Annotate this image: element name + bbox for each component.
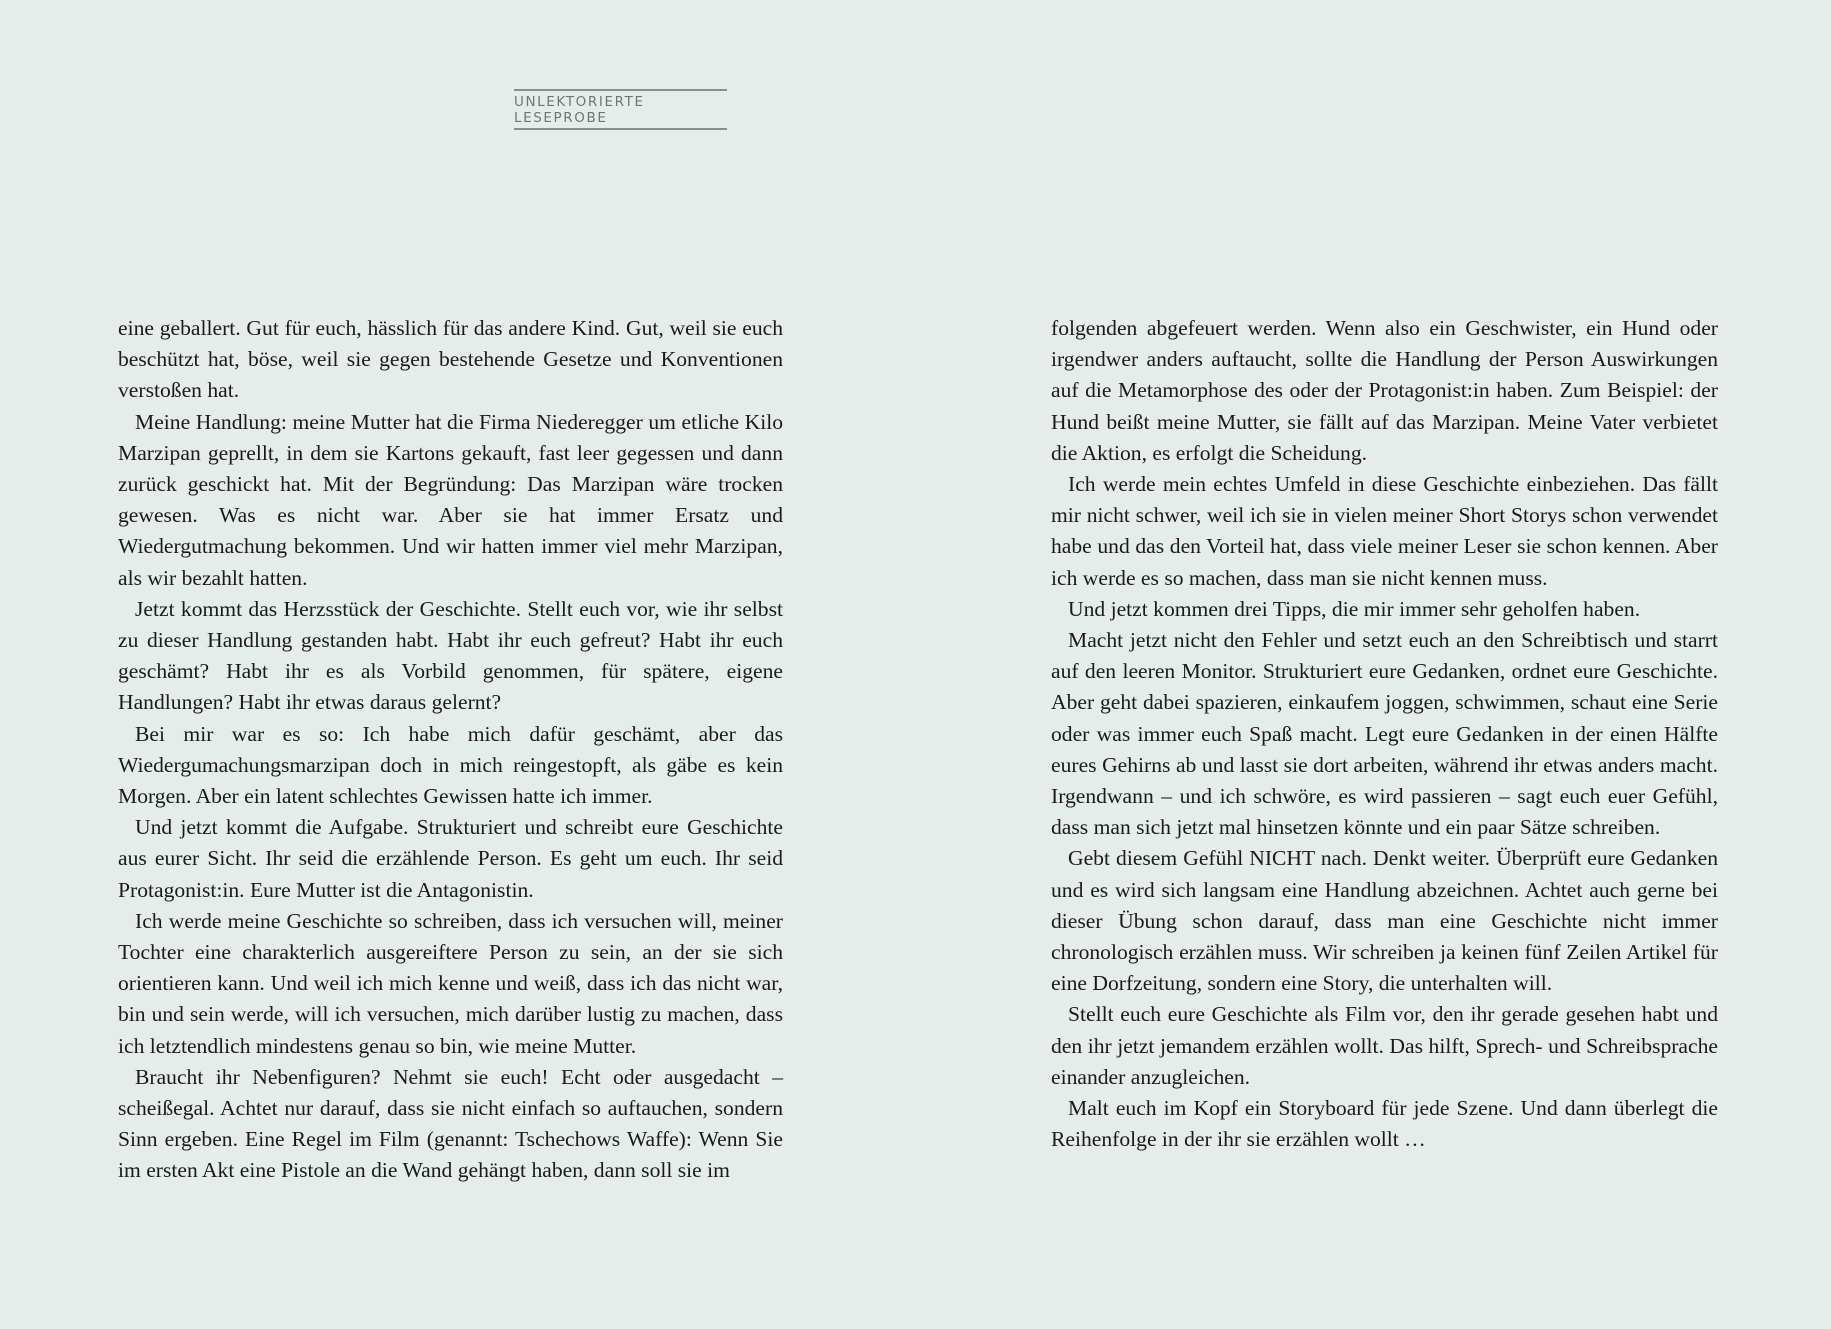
reading-sample-label xyxy=(514,89,727,130)
paragraph: Gebt diesem Gefühl NICHT nach. Denkt weiter. Überprüft eure Gedanken und es wird sich langsam eine Handlung abzeichnen. Achtet auch gerne bei dieser Übung schon darauf, dass man eine Geschichte nicht immer chronologisch erzählen muss. Wir schreiben ja keinen fünf Zeilen Artikel für eine Dorfzeitung, sondern eine Story, die unterhalten will. xyxy=(1051,846,1718,996)
paragraph: Bei mir war es so: Ich habe mich dafür geschämt, aber das Wiedergumachungsmarzipan doch in mich reingestopft, als gäbe es kein Morgen. Aber ein latent schlechtes Gewissen hatte ich immer. xyxy=(118,721,783,809)
paragraph: Braucht ihr Nebenfiguren? Nehmt sie euch! Echt oder ausgedacht – scheißegal. Achtet nur darauf, dass sie nicht einfach so auftauchen, sondern Sinn ergeben. Eine Regel im Film (genannt: Tschechows Waffe): Wenn Sie im ersten Akt eine Pistole an die Wand gehängt haben, dann soll sie im xyxy=(118,1064,783,1183)
paragraph: Stellt euch eure Geschichte als Film vor, den ihr gerade gesehen habt und den ihr jetzt jemandem erzählen wollt. Das hilft, Sprech- und Schreibsprache einander anzugleichen. xyxy=(1051,1002,1718,1089)
paragraph: folgenden abgefeuert werden. Wenn also ein Geschwister, ein Hund oder irgendwer anders auftaucht, sollte die Handlung der Person Auswirkungen auf die Metamorphose des oder der Protagonist:in haben. Zum Beispiel: der Hund beißt meine Mutter, sie fällt auf das Marzipan. Meine Vater verbietet die Aktion, es erfolgt die Scheidung. xyxy=(1051,316,1718,465)
paragraph: Ich werde mein echtes Umfeld in diese Geschichte einbeziehen. Das fällt mir nicht schwer, weil ich sie in vielen meiner Short Storys schon verwendet habe und das den Vorteil hat, dass viele meiner Leser sie schon kennen. Aber ich werde es so machen, dass man sie nicht kennen muss. xyxy=(1051,472,1718,590)
reading-sample-label-text: UNLEKTORIERTE LESEPROBE xyxy=(514,93,645,126)
left-page-text xyxy=(118,313,783,1187)
right-page-text xyxy=(1051,313,1718,1155)
paragraph: eine geballert. Gut für euch, hässlich für das andere Kind. Gut, weil sie euch beschützt hat, böse, weil sie gegen bestehende Gesetze und Konventionen verstoßen hat. xyxy=(118,316,783,403)
paragraph: Malt euch im Kopf ein Storyboard für jede Szene. Und dann überlegt die Reihenfolge in der ihr sie erzählen wollt … xyxy=(1051,1096,1718,1152)
paragraph: Und jetzt kommen drei Tipps, die mir immer sehr geholfen haben. xyxy=(1068,596,1641,621)
paragraph: Und jetzt kommt die Aufgabe. Strukturiert und schreibt eure Geschichte aus eurer Sicht. Ihr seid die erzählende Person. Es geht um euch. Ihr seid Protagonist:in. Eure Mutter ist die Antagonistin. xyxy=(118,815,783,902)
paragraph: Macht jetzt nicht den Fehler und setzt euch an den Schreibtisch und starrt auf den leeren Monitor. Strukturiert eure Gedanken, ordnet eure Geschichte. Aber geht dabei spazieren, einkaufem joggen, schwimmen, schaut eine Serie oder was immer euch Spaß macht. Legt eure Gedanken in der einen Hälfte eures Gehirns ab und lasst sie dort arbeiten, während ihr etwas anders macht. Irgendwann – und ich schwöre, es wird passieren – sagt euch euer Gefühl, dass man sich jetzt mal hinsetzen könnte und ein paar Sätze schreiben. xyxy=(1051,628,1718,840)
paragraph: Ich werde meine Geschichte so schreiben, dass ich versuchen will, meiner Tochter eine charakterlich ausgereiftere Person zu sein, an der sie sich orientieren kann. Und weil ich mich kenne und weiß, dass ich das nicht war, bin und sein werde, will ich versuchen, mich darüber lustig zu machen, dass ich letztendlich mindestens genau so bin, wie meine Mutter. xyxy=(118,908,783,1058)
paragraph: Meine Handlung: meine Mutter hat die Firma Niederegger um etliche Kilo Marzipan geprellt, in dem sie Kartons gekauft, fast leer gegessen und dann zurück geschickt hat. Mit der Begründung: Das Marzipan wäre trocken gewesen. Was es nicht war. Aber sie hat immer Ersatz und Wiedergutmachung bekommen. Und wir hatten immer viel mehr Marzipan, als wir bezahlt hatten. xyxy=(118,409,783,590)
paragraph: Jetzt kommt das Herzsstück der Geschichte. Stellt euch vor, wie ihr selbst zu dieser Handlung gestanden habt. Habt ihr euch gefreut? Habt ihr euch geschämt? Habt ihr es als Vorbild genommen, für spätere, eigene Handlungen? Habt ihr etwas daraus gelernt? xyxy=(118,596,783,715)
